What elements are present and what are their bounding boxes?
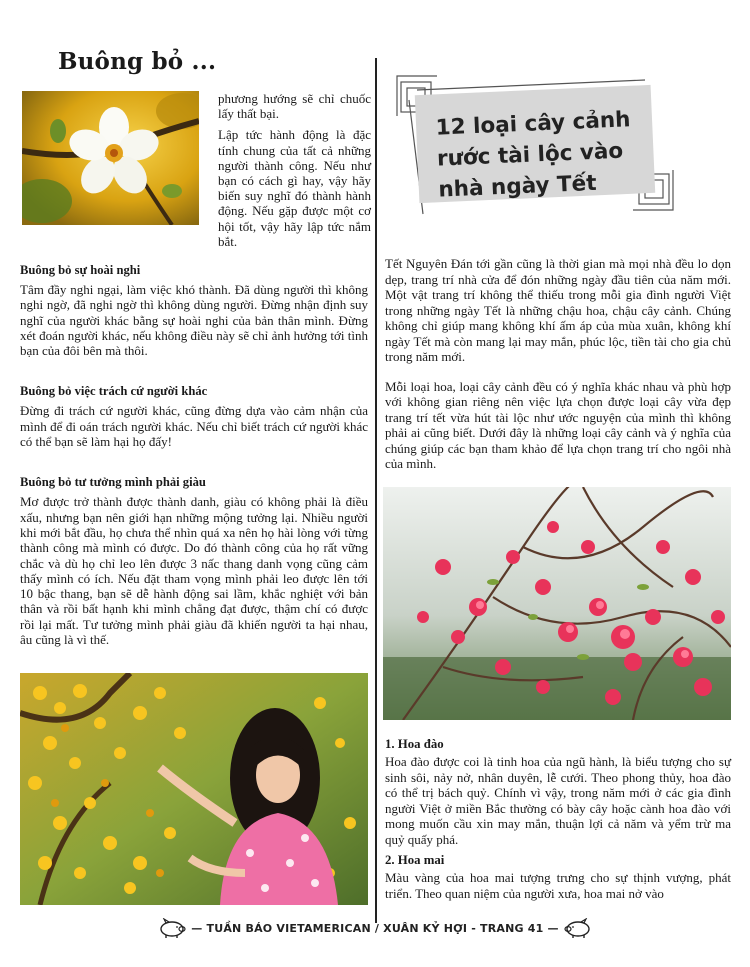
title-line: 12 loại cây cảnh — [435, 107, 631, 141]
article-intro — [385, 256, 731, 472]
item-heading: 2. Hoa mai — [385, 853, 445, 867]
section-heading: Buông bỏ việc trách cứ người khác — [20, 384, 208, 399]
section-wealth — [20, 475, 368, 647]
section-heading: Buông bỏ sự hoài nghi — [20, 263, 141, 277]
intro-paragraph: phương hướng sẽ chỉ chuốc lấy thất bại. — [218, 91, 371, 122]
intro-paragraph: Lập tức hành động là đặc tính chung của tất cả những người thành công. Nếu như bạn có cách gì hay, vậy hãy biến suy nghĩ đó thành hành động. Nếu gặp được một cơ hội tốt, vậy hãy lập tức nắm bắt. — [218, 127, 371, 249]
footer-text: — TUẦN BÁO VIETAMERICAN / XUÂN KỶ HỢI - TRANG 41 — — [191, 921, 559, 935]
section-text: Mơ được trở thành được thành danh, giàu có không phải là điều xấu, nhưng bạn nên giới hạn những mộng tưởng lại. Nhiều người khi mới bắt đầu, họ chưa thể nhìn quá xa nên họ hài lòng với từng thành công mà mình có được. Do đó thành công của họ rất vững chắc và dù họ chỉ leo lên được 3 nấc thang danh vọng cũng cảm thấy mình có ích. Nếu đặt tham vọng mình phải leo được lên tới 10 bậc thang, bạn sẽ dễ hành động sai lầm, khắc nghiệt với bản thân và rồi bất hạnh khi mình chẳng đạt được, thậm chí có được rồi lại mất. Tư tưởng mình phải giàu đã khiến người ta hại nhau, âu cũng là vì thế. — [20, 494, 368, 648]
pig-icon — [563, 918, 593, 938]
page-footer — [0, 918, 750, 938]
item-hoa-dao — [385, 737, 731, 847]
item-hoa-mai — [385, 853, 731, 901]
section-text: Tâm đầy nghi ngại, làm việc khó thành. Đã dùng người thì không nghi ngờ, đã nghi ngờ thì không dùng người. Đừng nhận định suy nghĩ của người khác bằng sự hoài nghi của bản thân mình. Đừng xét đoán người khác, nếu không điều này sẽ chỉ ảnh hưởng tới tình bạn của đôi bên mà thôi. — [20, 282, 368, 359]
apricot-flower-image — [22, 91, 199, 225]
article-headline: Buông bỏ ... — [58, 48, 217, 75]
peach-blossom-photo — [383, 487, 731, 720]
section-heading: Buông bỏ tư tưởng mình phải giàu — [20, 475, 206, 490]
title-line: rước tài lộc vào — [436, 138, 624, 172]
section-blame — [20, 384, 368, 449]
article-title — [435, 103, 654, 205]
section-doubt — [20, 263, 368, 358]
item-text: Màu vàng của hoa mai tượng trưng cho sự thịnh vượng, phát triển. Theo quan niệm của người xưa, hoa mai nở vào — [385, 870, 731, 901]
section-text: Đừng đi trách cứ người khác, cũng đừng dựa vào cảm nhận của mình để đi oán trách người khác. Nếu chỉ biết trách cứ người khác có thể bạn sẽ làm hại họ đấy! — [20, 403, 368, 450]
title-line: nhà ngày Tết — [437, 170, 598, 203]
right-column — [385, 58, 731, 486]
intro-text — [218, 91, 371, 255]
item-text: Hoa đào được coi là tinh hoa của ngũ hành, là biểu tượng cho sự sinh sôi, nảy nở, nhân duyên, lễ cưới. Theo phong thủy, hoa đào có thể trị bách quỷ. Chính vì vậy, trong năm mới ở các gia đình người Việt ở miền Bắc thường có bày cây hoặc cành hoa đào với mong muốn cầu xin may mắn, thuận lợi cả năm và yểm trừ ma quỷ quấy phá. — [385, 754, 731, 847]
woman-apricot-photo — [20, 673, 368, 905]
article-title-box — [395, 68, 675, 218]
left-column — [20, 48, 371, 648]
intro-block — [20, 91, 371, 251]
item-heading: 1. Hoa đào — [385, 737, 444, 751]
intro-paragraph: Mỗi loại hoa, loại cây cảnh đều có ý nghĩa khác nhau và phù hợp với không gian riêng nên việc lựa chọn được loại cây vừa đẹp trang trí tết vừa hút tài lộc như ước nguyện của mình thì không phải ai cũng biết. Dưới đây là những loại cây cảnh và ý nghĩa của chúng giúp các bạn tham khảo để lựa chọn trang trí cho ngôi nhà của mình. — [385, 378, 731, 471]
intro-paragraph: Tết Nguyên Đán tới gần cũng là thời gian mà mọi nhà đều lo dọn dẹp, trang trí nhà cửa để đón những ngày đầu tiên của năm mới. Một vật trang trí không thể thiếu trong mỗi gia đình người Việt trong những ngày Tết là những chậu hoa, chậu cây cảnh. Chúng không chỉ giúp mang không khí ấm áp của mùa xuân, không khí ngày Tết mà còn mang lại may mắn, phúc lộc, tiền tài cho gia chủ trong năm mới. — [385, 256, 731, 364]
pig-icon — [157, 918, 187, 938]
column-divider — [375, 58, 377, 923]
